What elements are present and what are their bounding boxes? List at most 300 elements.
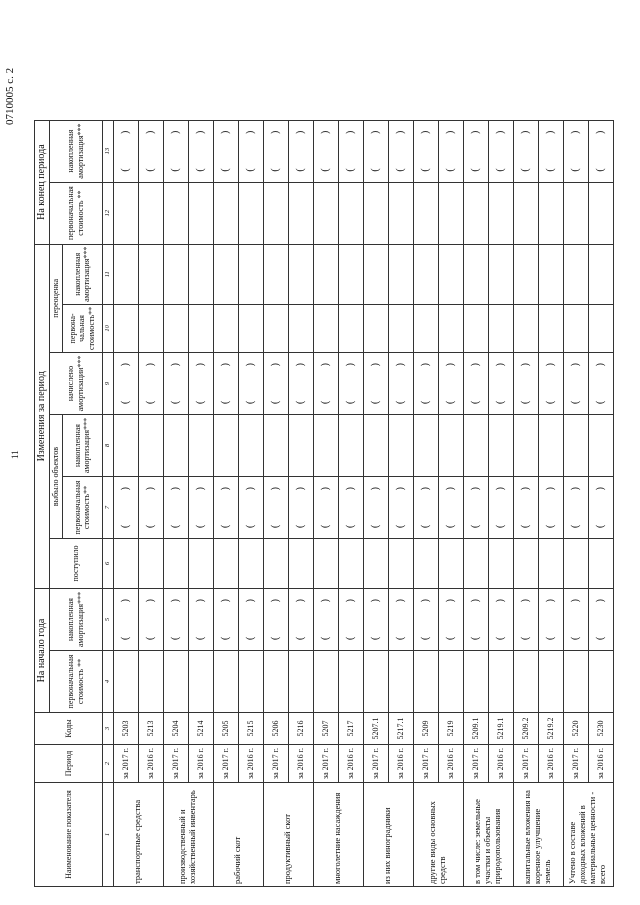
header-reval-cost: первона-чальная стоимость**: [62, 304, 102, 352]
table-row: [463, 120, 488, 886]
bracket-cell: [163, 353, 188, 415]
row-code: 5203: [113, 713, 138, 745]
bracket-cell: [138, 589, 163, 651]
value-cell: [113, 304, 138, 352]
value-cell: [488, 415, 513, 477]
row-period: за 2017 г.: [513, 745, 538, 783]
open-bracket: (: [444, 400, 456, 404]
value-cell: [288, 304, 313, 352]
row-period: за 2016 г.: [438, 745, 463, 783]
bracket-cell: [113, 589, 138, 651]
close-bracket: ): [169, 130, 181, 134]
row-code: 5209.2: [513, 713, 538, 745]
close-bracket: ): [344, 363, 356, 367]
row-period: за 2017 г.: [213, 745, 238, 783]
value-cell: [188, 304, 213, 352]
bracket-cell: [338, 589, 363, 651]
open-bracket: (: [294, 524, 306, 528]
value-cell: [438, 304, 463, 352]
value-cell: [338, 415, 363, 477]
value-cell: [488, 651, 513, 713]
header-reval-depr: накопленная амортизация***: [62, 244, 102, 304]
close-bracket: ): [419, 487, 431, 491]
value-cell: [588, 415, 613, 477]
open-bracket: (: [419, 524, 431, 528]
table-row: [188, 120, 213, 886]
close-bracket: ): [144, 363, 156, 367]
bracket-cell: [513, 477, 538, 539]
value-cell: [588, 651, 613, 713]
open-bracket: (: [194, 524, 206, 528]
bracket-cell: [138, 477, 163, 539]
bracket-cell: [138, 353, 163, 415]
value-cell: [163, 651, 188, 713]
open-bracket: (: [219, 636, 231, 640]
column-number: 8: [102, 415, 113, 477]
open-bracket: (: [369, 400, 381, 404]
column-number: 1: [102, 783, 113, 887]
value-cell: [538, 182, 563, 244]
close-bracket: ): [544, 599, 556, 603]
bracket-cell: [238, 589, 263, 651]
value-cell: [538, 304, 563, 352]
open-bracket: (: [219, 400, 231, 404]
table-row: [563, 120, 588, 886]
bracket-cell: [288, 589, 313, 651]
value-cell: [338, 182, 363, 244]
close-bracket: ): [519, 599, 531, 603]
value-cell: [263, 651, 288, 713]
close-bracket: ): [544, 363, 556, 367]
value-cell: [463, 304, 488, 352]
value-cell: [363, 304, 388, 352]
row-code: 5207.1: [363, 713, 388, 745]
bracket-cell: [188, 120, 213, 182]
close-bracket: ): [594, 599, 606, 603]
close-bracket: ): [244, 130, 256, 134]
open-bracket: (: [519, 524, 531, 528]
value-cell: [563, 244, 588, 304]
bracket-cell: [313, 120, 338, 182]
table-row: [238, 120, 263, 886]
open-bracket: (: [269, 524, 281, 528]
bracket-cell: [313, 353, 338, 415]
close-bracket: ): [444, 487, 456, 491]
table-row: [488, 120, 513, 886]
row-name: капитальные вложения на коренное улучшение земель: [513, 783, 563, 887]
open-bracket: (: [469, 400, 481, 404]
close-bracket: ): [494, 487, 506, 491]
open-bracket: (: [469, 636, 481, 640]
bracket-cell: [438, 589, 463, 651]
close-bracket: ): [194, 363, 206, 367]
row-period: за 2017 г.: [263, 745, 288, 783]
row-period: за 2016 г.: [138, 745, 163, 783]
open-bracket: (: [444, 524, 456, 528]
value-cell: [138, 182, 163, 244]
value-cell: [163, 182, 188, 244]
row-period: за 2017 г.: [563, 745, 588, 783]
open-bracket: (: [269, 400, 281, 404]
bracket-cell: [463, 589, 488, 651]
bracket-cell: [338, 477, 363, 539]
bracket-cell: [213, 120, 238, 182]
close-bracket: ): [269, 130, 281, 134]
header-name: Наименование показателя: [35, 783, 103, 887]
value-cell: [438, 244, 463, 304]
value-cell: [438, 539, 463, 589]
header-retired: выбыло объектов: [49, 415, 62, 539]
column-number: 4: [102, 651, 113, 713]
header-end: На конец периода: [35, 120, 50, 244]
open-bracket: (: [469, 524, 481, 528]
bracket-cell: [188, 589, 213, 651]
row-period: за 2016 г.: [388, 745, 413, 783]
table-row: [513, 120, 538, 886]
bracket-cell: [588, 120, 613, 182]
value-cell: [213, 182, 238, 244]
value-cell: [188, 651, 213, 713]
value-cell: [238, 651, 263, 713]
bracket-cell: [113, 477, 138, 539]
row-period: за 2016 г.: [188, 745, 213, 783]
row-code: 5219.1: [488, 713, 513, 745]
row-code: 5214: [188, 713, 213, 745]
open-bracket: (: [294, 400, 306, 404]
bracket-cell: [463, 477, 488, 539]
bracket-cell: [313, 589, 338, 651]
value-cell: [313, 182, 338, 244]
close-bracket: ): [169, 487, 181, 491]
table-body: [113, 120, 613, 886]
value-cell: [563, 182, 588, 244]
bracket-cell: [513, 353, 538, 415]
close-bracket: ): [594, 487, 606, 491]
row-code: 5209.1: [463, 713, 488, 745]
value-cell: [263, 244, 288, 304]
column-number: 10: [102, 304, 113, 352]
close-bracket: ): [519, 487, 531, 491]
value-cell: [488, 539, 513, 589]
value-cell: [463, 539, 488, 589]
value-cell: [313, 539, 338, 589]
bracket-cell: [363, 477, 388, 539]
close-bracket: ): [219, 599, 231, 603]
value-cell: [388, 244, 413, 304]
value-cell: [413, 415, 438, 477]
value-cell: [363, 182, 388, 244]
open-bracket: (: [269, 168, 281, 172]
column-number: 11: [102, 244, 113, 304]
value-cell: [188, 182, 213, 244]
row-name: производственный и хозяйственный инвентарь: [163, 783, 213, 887]
value-cell: [513, 415, 538, 477]
close-bracket: ): [119, 487, 131, 491]
value-cell: [538, 415, 563, 477]
open-bracket: (: [119, 168, 131, 172]
open-bracket: (: [419, 636, 431, 640]
open-bracket: (: [244, 524, 256, 528]
column-number: 7: [102, 477, 113, 539]
value-cell: [463, 182, 488, 244]
open-bracket: (: [544, 400, 556, 404]
value-cell: [138, 415, 163, 477]
close-bracket: ): [119, 363, 131, 367]
header-retired-orig-cost: первоначальная стоимость**: [62, 477, 102, 539]
column-number: 3: [102, 713, 113, 745]
open-bracket: (: [369, 168, 381, 172]
value-cell: [188, 539, 213, 589]
bracket-cell: [113, 120, 138, 182]
close-bracket: ): [319, 363, 331, 367]
bracket-cell: [338, 353, 363, 415]
open-bracket: (: [269, 636, 281, 640]
row-name: Учтено в составе доходных вложений в материальные ценности - всего: [563, 783, 613, 887]
row-code: 5206: [263, 713, 288, 745]
row-code: 5207: [313, 713, 338, 745]
bracket-cell: [488, 477, 513, 539]
close-bracket: ): [294, 599, 306, 603]
form-code: 0710005 с. 2: [4, 67, 16, 125]
header-code: Коды: [35, 713, 103, 745]
value-cell: [388, 304, 413, 352]
row-code: 5216: [288, 713, 313, 745]
bracket-cell: [588, 353, 613, 415]
bracket-cell: [563, 589, 588, 651]
header-start: На начало года: [35, 589, 50, 713]
close-bracket: ): [594, 363, 606, 367]
value-cell: [438, 651, 463, 713]
bracket-cell: [438, 120, 463, 182]
row-period: за 2017 г.: [163, 745, 188, 783]
bracket-cell: [513, 589, 538, 651]
value-cell: [588, 304, 613, 352]
close-bracket: ): [419, 363, 431, 367]
open-bracket: (: [294, 636, 306, 640]
close-bracket: ): [244, 363, 256, 367]
value-cell: [213, 244, 238, 304]
close-bracket: ): [319, 487, 331, 491]
open-bracket: (: [569, 168, 581, 172]
value-cell: [513, 244, 538, 304]
close-bracket: ): [244, 599, 256, 603]
open-bracket: (: [494, 636, 506, 640]
column-number: 5: [102, 589, 113, 651]
bracket-cell: [513, 120, 538, 182]
header-retired-accum-depr: накопленная амортизация***: [62, 415, 102, 477]
value-cell: [363, 415, 388, 477]
value-cell: [488, 182, 513, 244]
close-bracket: ): [369, 363, 381, 367]
open-bracket: (: [494, 400, 506, 404]
close-bracket: ): [444, 599, 456, 603]
value-cell: [213, 415, 238, 477]
bracket-cell: [538, 589, 563, 651]
bracket-cell: [263, 120, 288, 182]
bracket-cell: [388, 477, 413, 539]
table-row: [413, 120, 438, 886]
open-bracket: (: [594, 168, 606, 172]
value-cell: [363, 244, 388, 304]
open-bracket: (: [144, 400, 156, 404]
header-charged-depr: начислено амортизации***: [49, 353, 102, 415]
row-code: 5205: [213, 713, 238, 745]
close-bracket: ): [394, 487, 406, 491]
open-bracket: (: [319, 636, 331, 640]
table-row: [588, 120, 613, 886]
column-number-row: [102, 120, 113, 886]
bracket-cell: [288, 353, 313, 415]
column-number: 13: [102, 120, 113, 182]
bracket-cell: [488, 589, 513, 651]
close-bracket: ): [294, 363, 306, 367]
value-cell: [163, 415, 188, 477]
row-code: 5215: [238, 713, 263, 745]
value-cell: [338, 539, 363, 589]
close-bracket: ): [194, 599, 206, 603]
value-cell: [238, 415, 263, 477]
row-period: за 2016 г.: [538, 745, 563, 783]
close-bracket: ): [269, 599, 281, 603]
bracket-cell: [263, 477, 288, 539]
close-bracket: ): [494, 599, 506, 603]
open-bracket: (: [344, 524, 356, 528]
open-bracket: (: [394, 168, 406, 172]
table-row: [213, 120, 238, 886]
open-bracket: (: [519, 636, 531, 640]
value-cell: [113, 182, 138, 244]
open-bracket: (: [594, 400, 606, 404]
value-cell: [313, 244, 338, 304]
value-cell: [188, 415, 213, 477]
value-cell: [513, 651, 538, 713]
bracket-cell: [563, 353, 588, 415]
value-cell: [563, 304, 588, 352]
value-cell: [413, 244, 438, 304]
open-bracket: (: [319, 168, 331, 172]
close-bracket: ): [344, 130, 356, 134]
row-name: многолетние насаждения: [313, 783, 363, 887]
close-bracket: ): [169, 599, 181, 603]
header-end-accum-depr: накопленная амортизация***: [49, 120, 102, 182]
column-number: 6: [102, 539, 113, 589]
value-cell: [113, 244, 138, 304]
value-cell: [563, 415, 588, 477]
bracket-cell: [288, 120, 313, 182]
fixed-assets-table: [34, 120, 614, 887]
open-bracket: (: [119, 400, 131, 404]
value-cell: [163, 539, 188, 589]
row-period: за 2017 г.: [413, 745, 438, 783]
open-bracket: (: [519, 168, 531, 172]
value-cell: [413, 304, 438, 352]
close-bracket: ): [194, 487, 206, 491]
close-bracket: ): [369, 487, 381, 491]
value-cell: [238, 304, 263, 352]
close-bracket: ): [394, 599, 406, 603]
bracket-cell: [563, 477, 588, 539]
table-row: [163, 120, 188, 886]
header-revaluation: переоценка: [49, 244, 62, 352]
value-cell: [113, 651, 138, 713]
row-period: за 2016 г.: [588, 745, 613, 783]
value-cell: [538, 539, 563, 589]
value-cell: [313, 304, 338, 352]
bracket-cell: [463, 353, 488, 415]
value-cell: [238, 244, 263, 304]
value-cell: [513, 304, 538, 352]
value-cell: [138, 304, 163, 352]
bracket-cell: [263, 589, 288, 651]
value-cell: [463, 651, 488, 713]
value-cell: [388, 539, 413, 589]
value-cell: [138, 651, 163, 713]
bracket-cell: [413, 589, 438, 651]
value-cell: [513, 182, 538, 244]
value-cell: [488, 244, 513, 304]
close-bracket: ): [569, 487, 581, 491]
table-row: [388, 120, 413, 886]
open-bracket: (: [569, 524, 581, 528]
open-bracket: (: [494, 524, 506, 528]
row-code: 5217.1: [388, 713, 413, 745]
value-cell: [113, 539, 138, 589]
table-row: [138, 120, 163, 886]
value-cell: [188, 244, 213, 304]
value-cell: [263, 304, 288, 352]
value-cell: [288, 182, 313, 244]
value-cell: [463, 415, 488, 477]
bracket-cell: [538, 477, 563, 539]
row-name: из них виноградники: [363, 783, 413, 887]
close-bracket: ): [144, 130, 156, 134]
open-bracket: (: [419, 400, 431, 404]
close-bracket: ): [569, 130, 581, 134]
value-cell: [588, 244, 613, 304]
close-bracket: ): [269, 487, 281, 491]
open-bracket: (: [444, 636, 456, 640]
row-name: продуктивный скот: [263, 783, 313, 887]
open-bracket: (: [419, 168, 431, 172]
open-bracket: (: [144, 636, 156, 640]
close-bracket: ): [544, 487, 556, 491]
open-bracket: (: [544, 524, 556, 528]
close-bracket: ): [244, 487, 256, 491]
value-cell: [138, 244, 163, 304]
open-bracket: (: [169, 400, 181, 404]
value-cell: [388, 415, 413, 477]
close-bracket: ): [319, 130, 331, 134]
close-bracket: ): [469, 130, 481, 134]
value-cell: [463, 244, 488, 304]
bracket-cell: [163, 477, 188, 539]
close-bracket: ): [219, 487, 231, 491]
column-number: 12: [102, 182, 113, 244]
value-cell: [413, 182, 438, 244]
close-bracket: ): [494, 130, 506, 134]
row-code: 5219.2: [538, 713, 563, 745]
bracket-cell: [363, 120, 388, 182]
value-cell: [138, 539, 163, 589]
value-cell: [163, 244, 188, 304]
close-bracket: ): [469, 599, 481, 603]
bracket-cell: [188, 353, 213, 415]
value-cell: [238, 182, 263, 244]
open-bracket: (: [344, 168, 356, 172]
value-cell: [388, 182, 413, 244]
bracket-cell: [538, 353, 563, 415]
row-code: 5230: [588, 713, 613, 745]
